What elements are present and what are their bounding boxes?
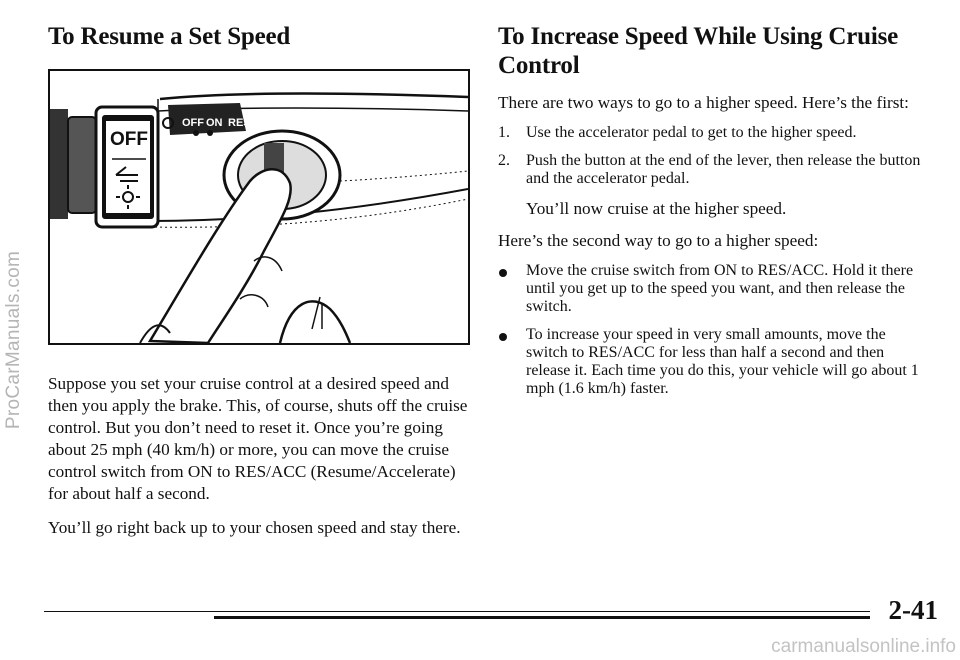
resume-result-paragraph: You’ll go right back up to your chosen speed and stay there.: [48, 518, 461, 537]
bullet-text: To increase your speed in very small amounts, move the switch to RES/ACC for less than half a second and then release it. Each time you do this, your vehicle will go about 1 mph (1.6 km/h) faster.: [526, 326, 919, 397]
increase-speed-heading: To Increase Speed While Using Cruise Control: [498, 23, 899, 79]
switch-label-on: ON: [206, 117, 223, 129]
increase-intro-paragraph: There are two ways to go to a higher speed. Here’s the first:: [498, 93, 909, 112]
footer-rule-thick: [214, 616, 870, 619]
left-column: [48, 22, 468, 539]
second-way-intro: Here’s the second way to go to a higher speed:: [498, 231, 819, 250]
site-watermark: carmanualsonline.info: [771, 636, 956, 657]
footer-rule-thin: [44, 611, 870, 612]
knob-off-label: OFF: [110, 129, 148, 150]
side-watermark-text: ProCarManuals.com: [3, 250, 24, 430]
step-text: Use the accelerator pedal to get to the higher speed.: [526, 124, 857, 141]
bullet-text: Move the cruise switch from ON to RES/ACC. Hold it there until you get up to the speed you want, and then release the switch.: [526, 262, 914, 315]
step-text: Push the button at the end of the lever, then release the button and the accelerator pedal.: [526, 152, 921, 187]
bullet-item: [498, 262, 928, 316]
bullet-item: [498, 326, 928, 398]
step-item: [498, 152, 928, 188]
right-column: [498, 22, 928, 408]
bullet-dot-icon: [498, 326, 526, 398]
switch-label-res-acc: RES/ACC: [228, 117, 278, 129]
step-number: 2.: [498, 152, 510, 169]
first-way-steps: [498, 124, 928, 188]
resume-explanation-paragraph: Suppose you set your cruise control at a desired speed and then you apply the brake. This, of course, shuts off the cruise control. But you don’t need to reset it. Once you’re going about 25 mph (40 km/h) or more, you can move the cruise control switch from ON to RES/ACC (Resume/Accelerate) for about half a second.: [48, 374, 468, 503]
step-number: 1.: [498, 124, 510, 141]
side-watermark: [2, 160, 26, 520]
resume-speed-heading: To Resume a Set Speed: [48, 23, 291, 50]
step-item: [498, 124, 928, 142]
cruise-higher-note: You’ll now cruise at the higher speed.: [526, 199, 787, 218]
bullet-dot-icon: [498, 262, 526, 316]
cruise-lever-drawing: [50, 71, 468, 343]
page-number: 2-41: [888, 595, 938, 625]
cruise-lever-illustration: [48, 69, 470, 345]
switch-label-off: OFF: [182, 117, 204, 129]
second-way-bullets: [498, 262, 928, 398]
